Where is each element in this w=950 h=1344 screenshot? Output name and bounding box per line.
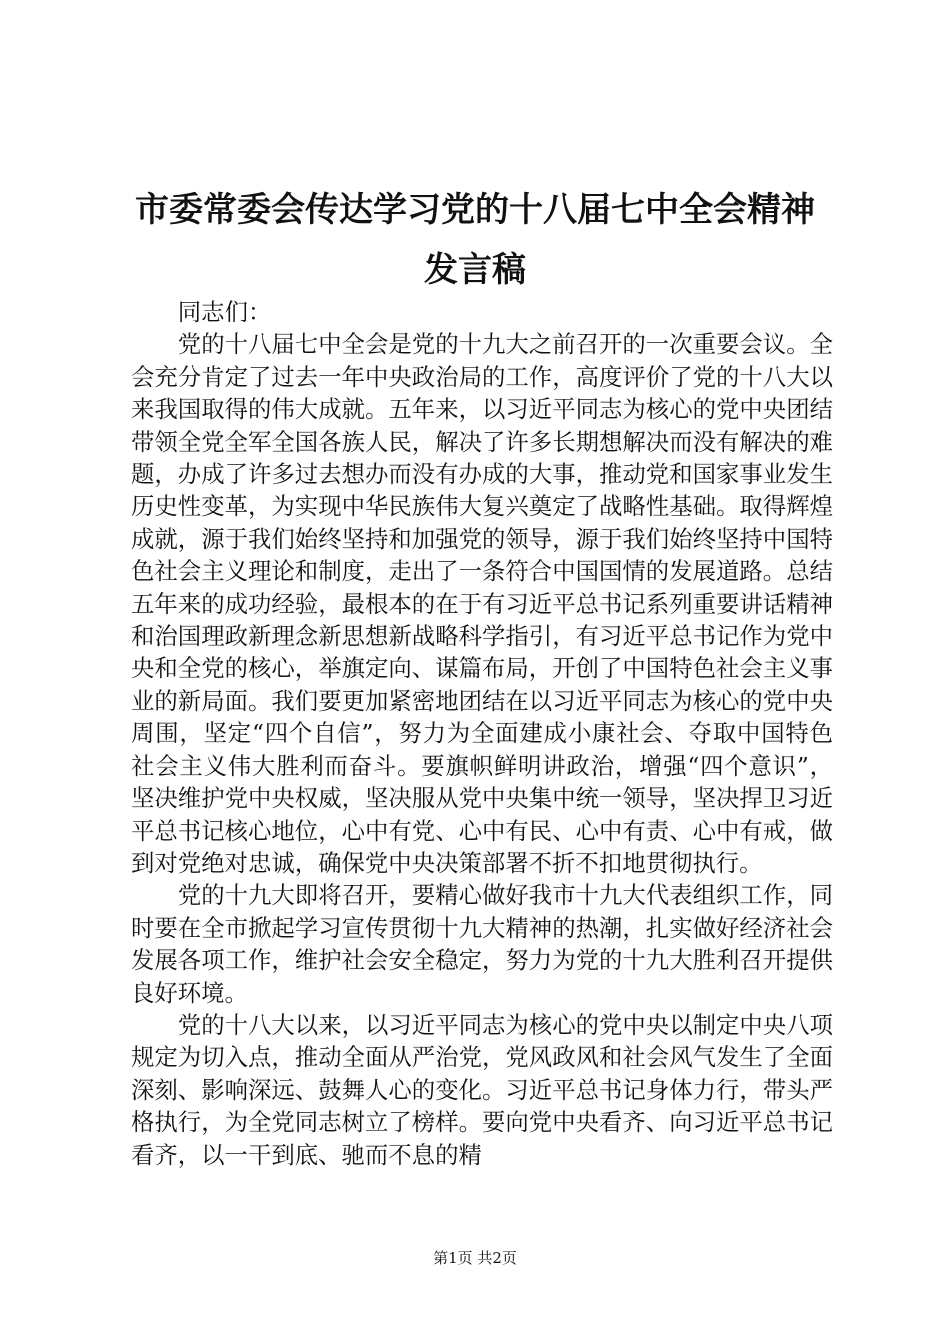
paragraph-2: 党的十九大即将召开，要精心做好我市十九大代表组织工作，同时要在全市掀起学习宣传贯彻十九大精神的热潮，扎实做好经济社会发展各项工作，维护社会安全稳定，努力为党的十九大胜利召开提供良好环境。 (131, 881, 833, 1007)
document-title-line-2: 发言稿 (424, 250, 526, 290)
document-body (131, 296, 833, 1171)
document-title-line-1: 市委常委会传达学习党的十八届七中全会精神 (135, 190, 815, 230)
page-footer: 第1页 共2页 (433, 1249, 517, 1267)
paragraph-1: 党的十八届七中全会是党的十九大之前召开的一次重要会议。全会充分肯定了过去一年中央政治局的工作，高度评价了党的十八大以来我国取得的伟大成就。五年来，以习近平同志为核心的党中央团结带领全党全军全国各族人民，解决了许多长期想解决而没有解决的难题，办成了许多过去想办而没有办成的大事，推动党和国家事业发生历史性变革，为实现中华民族伟大复兴奠定了战略性基础。取得辉煌成就，源于我们始终坚持和加强党的领导，源于我们始终坚持中国特色社会主义理论和制度，走出了一条符合中国国情的发展道路。总结五年来的成功经验，最根本的在于有习近平总书记系列重要讲话精神和治国理政新理念新思想新战略科学指引，有习近平总书记作为党中央和全党的核心，举旗定向、谋篇布局，开创了中国特色社会主义事业的新局面。我们要更加紧密地团结在以习近平同志为核心的党中央周围，坚定“四个自信”，努力为全面建成小康社会、夺取中国特色社会主义伟大胜利而奋斗。要旗帜鲜明讲政治，增强“四个意识”，坚决维护党中央权威，坚决服从党中央集中统一领导，坚决捍卫习近平总书记核心地位，心中有党、心中有民、心中有责、心中有戒，做到对党绝对忠诚，确保党中央决策部署不折不扣地贯彻执行。 (131, 330, 833, 877)
paragraph-3: 党的十八大以来，以习近平同志为核心的党中央以制定中央八项规定为切入点，推动全面从严治党，党风政风和社会风气发生了全面深刻、影响深远、鼓舞人心的变化。习近平总书记身体力行，带头严格执行，为全党同志树立了榜样。要向党中央看齐、向习近平总书记看齐，以一干到底、驰而不息的精 (131, 1010, 833, 1169)
salutation: 同志们： (177, 298, 272, 326)
